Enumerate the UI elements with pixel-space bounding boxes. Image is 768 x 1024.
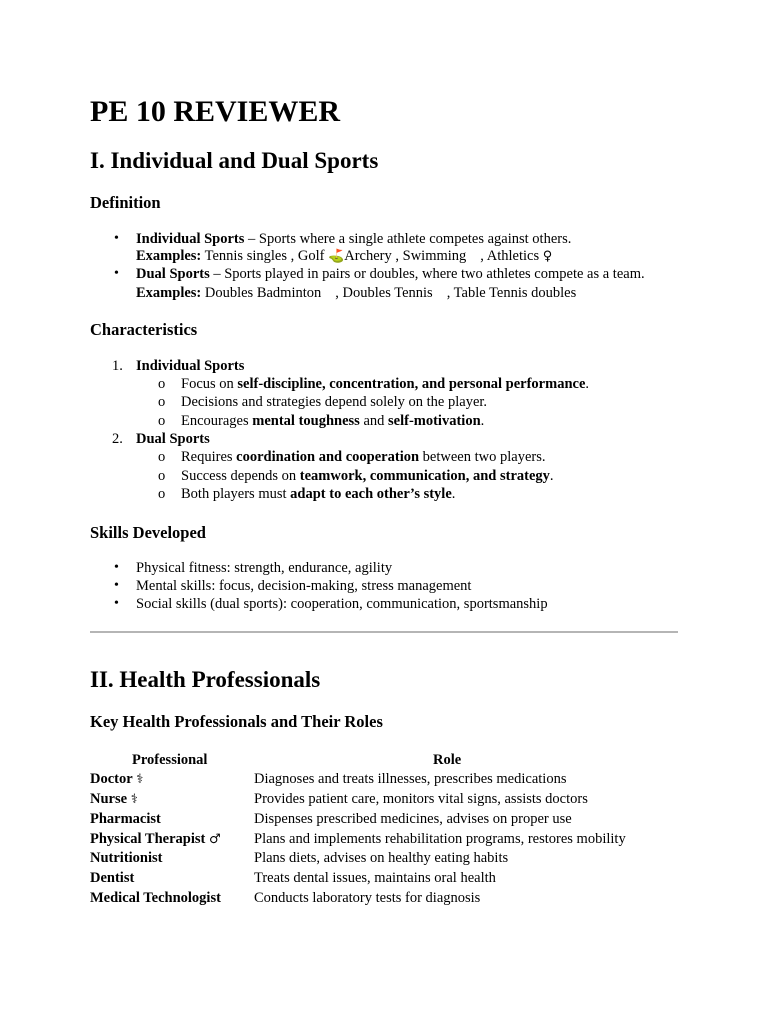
skill-item: Social skills (dual sports): cooperation, communication, sportsmanship (136, 596, 548, 612)
sub-bullet: o (158, 486, 166, 502)
list-item: Encourages mental toughness and self-motivation. (181, 413, 485, 429)
subheading-skills: Skills Developed (90, 523, 206, 542)
group-title-individual: Individual Sports (136, 358, 245, 374)
examples-text: Archery , Swimming (344, 248, 467, 264)
list-item: Both players must adapt to each other’s style. (181, 486, 456, 502)
bullet-marker: • (114, 596, 119, 611)
sub-bullet: o (158, 394, 166, 410)
table-row (90, 810, 161, 828)
professional-name: Nutritionist (90, 850, 163, 866)
skill-item: Physical fitness: strength, endurance, agility (136, 560, 393, 576)
document-title: PE 10 REVIEWER (90, 95, 341, 128)
medical-symbol-icon: ⚕ (130, 792, 138, 807)
sub-bullet: o (158, 468, 166, 484)
list-number: 1. (112, 358, 123, 374)
horizontal-rule (90, 631, 678, 633)
list-item: Success depends on teamwork, communication, and strategy. (181, 468, 554, 484)
table-header-role: Role (433, 752, 462, 768)
bullet-marker: • (114, 560, 119, 575)
table-row (90, 790, 138, 809)
table-row (90, 849, 163, 867)
definition-individual (136, 230, 571, 248)
table-row (90, 770, 143, 789)
list-item: Decisions and strategies depend solely on the player. (181, 394, 488, 410)
examples-label: Examples: (136, 248, 202, 264)
skill-item: Mental skills: focus, decision-making, stress management (136, 578, 472, 594)
subheading-definition: Definition (90, 193, 161, 212)
term-dual-sports: Dual Sports (136, 266, 210, 282)
examples-text: Tennis singles , Golf (201, 248, 329, 264)
role-text: Diagnoses and treats illnesses, prescribes medications (254, 771, 567, 787)
list-number: 2. (112, 431, 123, 447)
definition-text: – Sports played in pairs or doubles, where two athletes compete as a team. (209, 266, 645, 282)
list-item: Focus on self-discipline, concentration, and personal performance. (181, 376, 590, 392)
table-row (90, 889, 221, 907)
section-heading-health: II. Health Professionals (90, 667, 321, 692)
role-text: Dispenses prescribed medicines, advises on proper use (254, 811, 572, 827)
term-individual-sports: Individual Sports (136, 231, 245, 247)
examples-label: Examples: (136, 285, 202, 301)
sub-bullet: o (158, 376, 166, 392)
list-item: Requires coordination and cooperation between two players. (181, 449, 546, 465)
professional-name: Medical Technologist (90, 890, 221, 906)
role-text: Treats dental issues, maintains oral health (254, 870, 496, 886)
professional-name: Physical Therapist (90, 831, 206, 847)
examples-individual (136, 247, 552, 266)
examples-text: , Doubles Tennis (335, 285, 433, 301)
definition-dual (136, 265, 645, 283)
subheading-characteristics: Characteristics (90, 320, 198, 339)
role-text: Conducts laboratory tests for diagnosis (254, 890, 481, 906)
male-sign-icon: ♂ (208, 832, 221, 847)
table-row (90, 869, 134, 887)
role-text: Plans diets, advises on healthy eating habits (254, 850, 509, 866)
definition-text: – Sports where a single athlete competes against others. (244, 231, 572, 247)
examples-text: Doubles Badminton (201, 285, 322, 301)
role-text: Provides patient care, monitors vital signs, assists doctors (254, 791, 588, 807)
bullet-marker: • (114, 578, 119, 593)
section-heading-sports: I. Individual and Dual Sports (90, 148, 379, 173)
bullet-marker: • (114, 231, 119, 246)
bullet-marker: • (114, 266, 119, 281)
examples-text: , Table Tennis doubles (446, 285, 577, 301)
examples-dual (136, 284, 576, 302)
subheading-key-professionals: Key Health Professionals and Their Roles (90, 712, 383, 731)
sub-bullet: o (158, 413, 166, 429)
medical-symbol-icon: ⚕ (136, 772, 144, 787)
table-row (90, 830, 221, 849)
group-title-dual: Dual Sports (136, 431, 210, 447)
role-text: Plans and implements rehabilitation programs, restores mobility (254, 831, 626, 847)
professional-name: Doctor (90, 771, 133, 787)
table-header-professional: Professional (132, 752, 208, 768)
sub-bullet: o (158, 449, 166, 465)
professional-name: Nurse (90, 791, 128, 807)
professional-name: Pharmacist (90, 811, 161, 827)
golfer-icon: ⛳ (328, 249, 345, 264)
professional-name: Dentist (90, 870, 135, 886)
female-sign-icon: ♀ (542, 249, 553, 264)
examples-text: , Athletics (480, 248, 543, 264)
